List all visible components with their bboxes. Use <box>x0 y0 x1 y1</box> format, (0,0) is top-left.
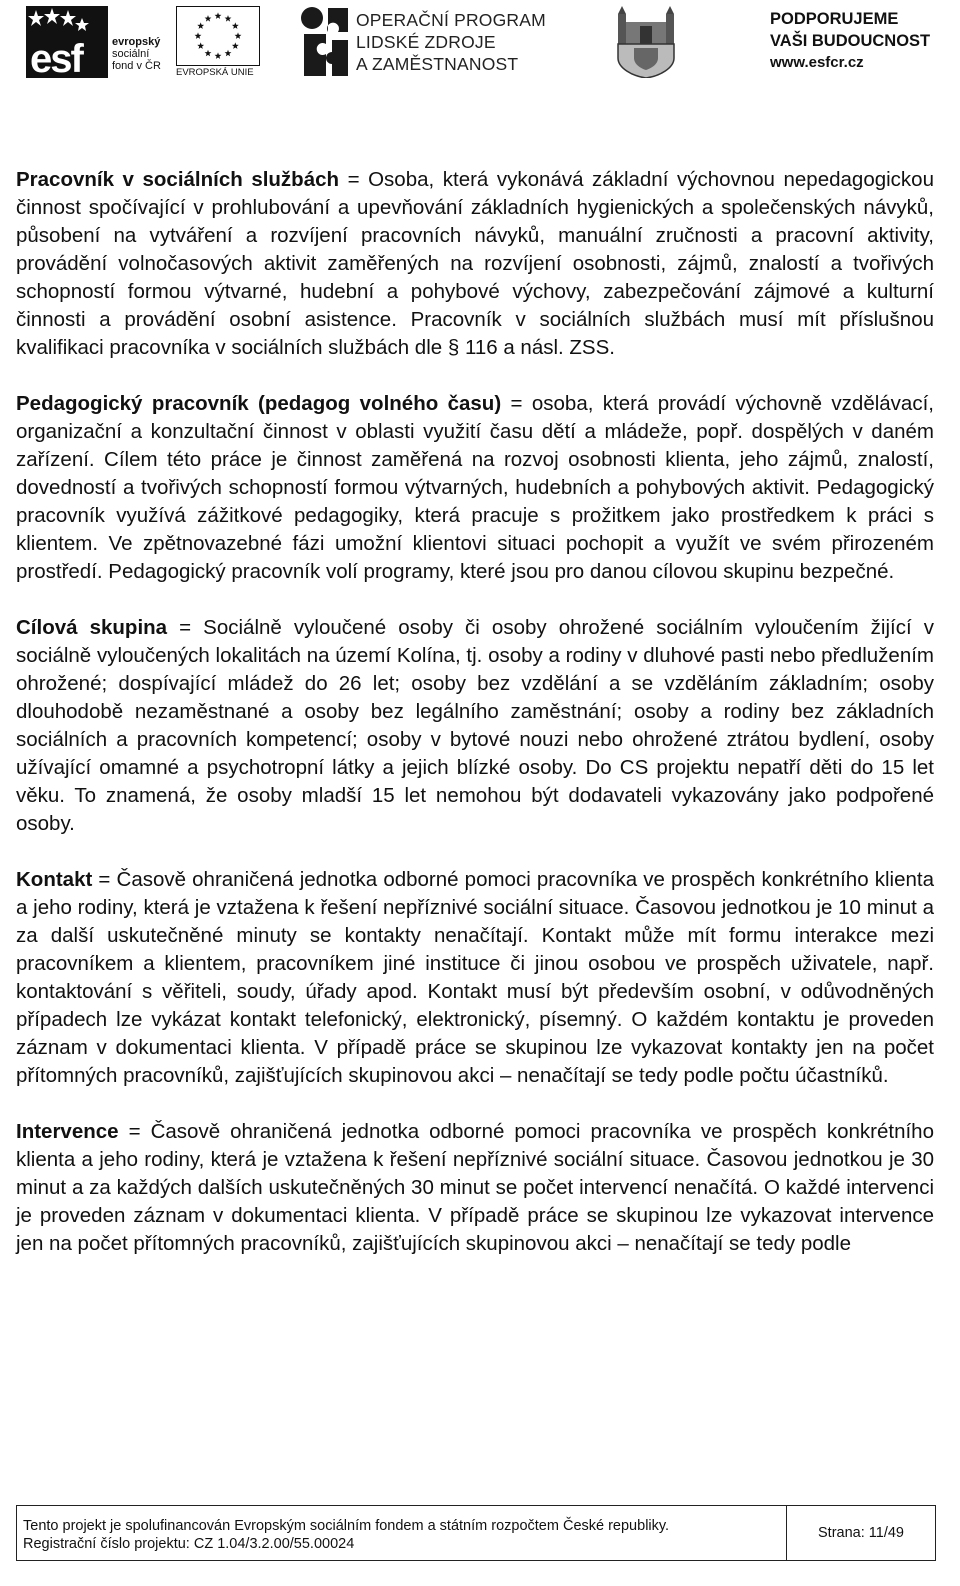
definition-text: = osoba, která provádí výchovně vzdělávací, organizační a konzultační činnost v oblasti využití času dětí a mládeže, popř. dospělých v daném zařízení. Cílem této práce je činnost zaměřená na rozvoj osobnosti klienta, jeho zájmů, znalostí, dovedností a tvořivých schopností formou výtvarných, hudebních a pohybových aktivit. Pedagogický pracovník využívá zážitkové pedagogiky, která pracuje s prožitkem jako prostředkem k práci s klientem. Ve zpětnovazebné fázi umožní klientovi situaci pochopit a využít ve svém přirozeném prostředí. Pedagogický pracovník volí programy, které jsou pro danou cílovou skupinu bezpečné. <box>16 392 934 583</box>
term: Cílová skupina <box>16 616 168 639</box>
eu-star <box>215 12 222 19</box>
document-body <box>16 166 934 1286</box>
term: Pedagogický pracovník (pedagog volného času) <box>16 392 502 415</box>
definition-text: = Osoba, která vykonává základní výchovnou nepedagogickou činnost spočívající v prohlubování a upevňování základních hygienických a společenských návyků, působení na vytváření a rozvíjení pracovních návyků, manuální zručnosti a pracovní aktivity, provádění volnočasových aktivit zaměřených na rozvíjení osobnosti, zájmů, znalostí a tvořivých schopností formou výtvarné, hudební a pohybové výchovy, zabezpečování zájmové a kulturní činnosti a provádění osobní asistence. Pracovník v sociálních službách musí mít příslušnou kvalifikaci pracovníka v sociálních službách dle § 116 a násl. ZSS. <box>16 168 934 359</box>
eu-star <box>225 50 232 57</box>
eu-star <box>195 32 202 39</box>
city-crest-icon <box>614 4 678 78</box>
eu-stars-icon <box>177 7 259 65</box>
slogan-logo <box>770 8 950 78</box>
definition-contact <box>16 866 934 1090</box>
definition-text: = Sociálně vyloučené osoby či osoby ohrožené sociálním vyloučením žijící v sociálně vyloučených lokalitách na území Kolína, tj. osoby a rodiny v dluhové pasti nebo předlužením ohrožené; dospívající mládež do 26 let; osoby bez vzdělání a se vzděláním základním; osoby dlouhodobě nezaměstnané a osoby bez legálního zaměstnání; osoby a rodiny bez základních sociálních a pracovních kompetencí; osoby v bytové nouzi nebo ohrožené ztrátou bydlení, osoby užívající omamné a psychotropní látky a jejich blízké osoby. Do CS projektu nepatří děti do 15 let věku. To znamená, že osoby mladší 15 let nemohou být dodavateli vykazovány jako podpořené osoby. <box>16 616 934 835</box>
esf-line-1: evropský <box>112 36 161 48</box>
eu-star <box>197 42 204 49</box>
term: Kontakt <box>16 868 93 891</box>
op-line-2: LIDSKÉ ZDROJE <box>356 32 496 52</box>
esf-mark-icon <box>26 6 108 78</box>
esf-line-3: fond v ČR <box>112 60 161 72</box>
logo-header <box>0 0 960 86</box>
footer-cofinancing: Tento projekt je spolufinancován Evropským sociálním fondem a státním rozpočtem České republiky. <box>23 1518 670 1534</box>
definition-intervention <box>16 1118 934 1258</box>
svg-text:esf: esf <box>30 37 82 78</box>
slogan-line-1: PODPORUJEME <box>770 10 899 28</box>
footer-project-info <box>17 1506 787 1560</box>
term: Pracovník v sociálních službách <box>16 168 340 191</box>
definition-text: = Časově ohraničená jednotka odborné pomoci pracovníka ve prospěch konkrétního klienta a jeho rodiny, která je vztažena k řešení nepříznivé sociální situace. Časovou jednotkou je 10 minut a za další uskutečněné minuty se kontakty nenačítají. Kontakt může mít formu interakce mezi pracovníkem a klientem, pracovníkem jiné instituce či jinou osobou ve prospěch uživatele, např. kontaktování s věřiteli, soudy, úřady apod. Kontakt musí být především osobní, v odůvodněných případech lze vykázat kontakt telefonický, elektronický, písemný. O každém kontaktu je proveden záznam v dokumentaci klienta. V případě práce se skupinou lze vykazovat kontakty jen na počet přítomných pracovníků, zajišťujících skupinovou akci – nenačítají se tedy podle počtu účastníků. <box>16 868 934 1087</box>
eu-star <box>205 50 212 57</box>
esf-logo <box>26 6 166 78</box>
term: Intervence <box>16 1120 119 1143</box>
definition-target-group <box>16 614 934 838</box>
eu-star <box>197 22 204 29</box>
kolin-crest <box>614 4 678 78</box>
slogan-url: www.esfcr.cz <box>770 54 864 71</box>
op-line-1: OPERAČNÍ PROGRAM <box>356 10 546 30</box>
page-number: Strana: 11/49 <box>818 1525 904 1541</box>
slogan-line-2: VAŠI BUDOUCNOST <box>770 32 931 50</box>
puzzle-person-icon <box>298 4 350 80</box>
eu-star <box>205 15 212 22</box>
eu-label: EVROPSKÁ UNIE <box>176 67 254 78</box>
eu-star <box>225 15 232 22</box>
footer-registration-number: Registrační číslo projektu: CZ 1.04/3.2.00/55.00024 <box>23 1536 355 1552</box>
eu-flag <box>176 6 260 66</box>
definition-pedagogical-worker <box>16 390 934 586</box>
op-lz-logo <box>298 4 548 80</box>
definition-worker-social-services <box>16 166 934 362</box>
eu-star <box>232 22 239 29</box>
eu-star <box>235 32 242 39</box>
eu-logo <box>176 6 262 78</box>
eu-star <box>232 42 239 49</box>
definition-text: = Časově ohraničená jednotka odborné pomoci pracovníka ve prospěch konkrétního klienta a jeho rodiny, která je vztažena k řešení nepříznivé sociální situace. Časovou jednotkou je 30 minut a za každých dalších uskutečněných 30 minut se počet intervencí nenačítá. O každé intervenci je proveden záznam v dokumentaci klienta. V případě práce se skupinou lze vykazovat intervence jen na počet přítomných pracovníků, zajišťujících skupinovou akci – nenačítají se tedy podle <box>16 1120 934 1255</box>
esf-line-2: sociální <box>112 48 150 60</box>
page-footer <box>16 1505 936 1561</box>
eu-star <box>215 52 222 59</box>
op-line-3: A ZAMĚSTNANOST <box>356 54 519 74</box>
